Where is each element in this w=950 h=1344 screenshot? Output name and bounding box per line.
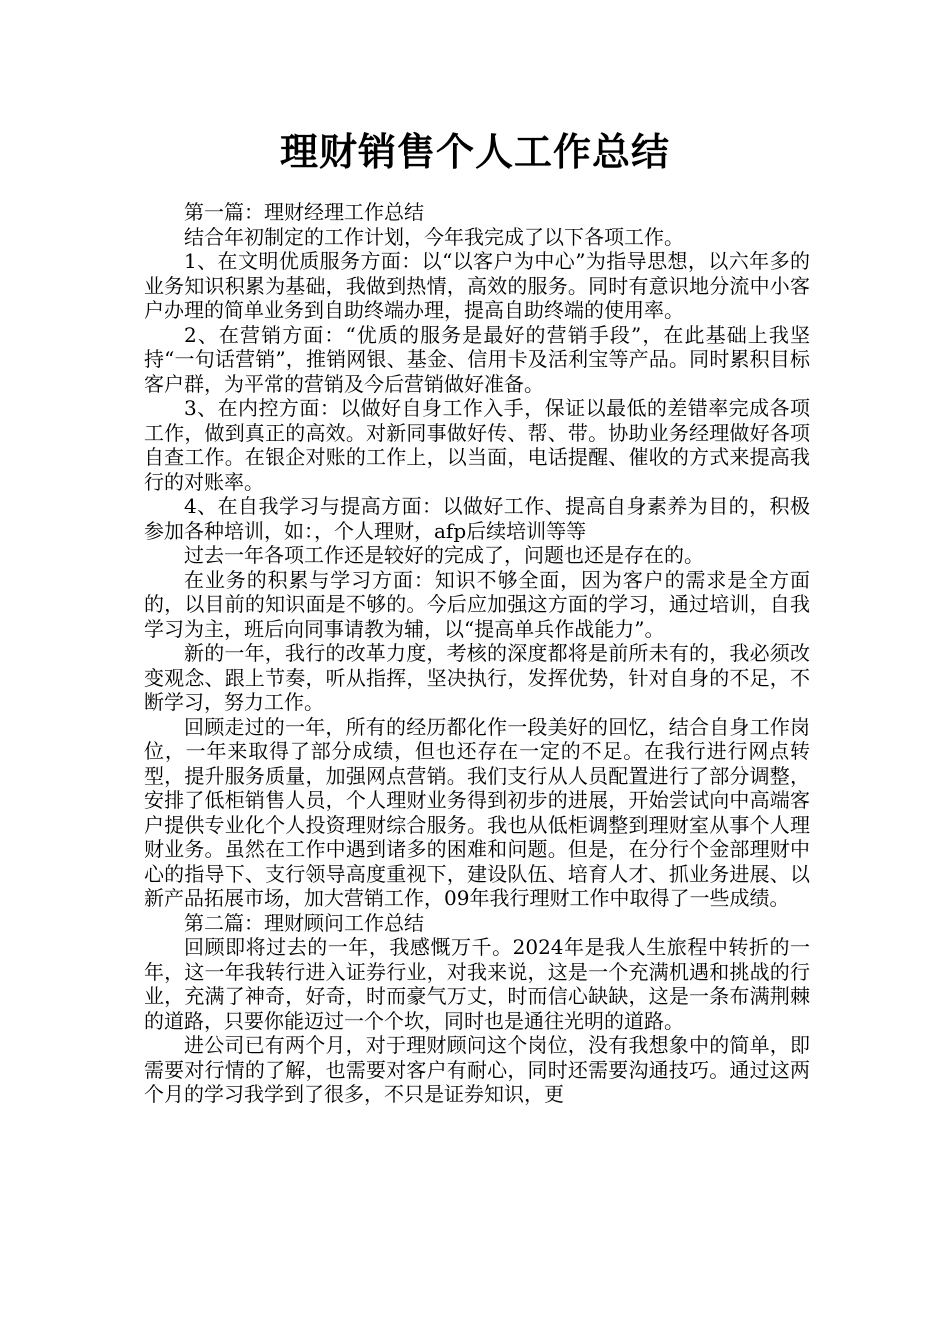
paragraph: 回顾即将过去的一年，我感慨万千。2024年是我人生旅程中转折的一年，这一年我转行进入证券行业，对我来说，这是一个充满机遇和挑战的行业，充满了神奇，好奇，时而豪气万丈，时而信心缺缺，这是一条布满荆棘的道路，只要你能迈过一个个坎，同时也是通往光明的道路。	[144, 935, 810, 1033]
document-title: 理财销售个人工作总结	[279, 130, 670, 174]
section-heading-2: 第二篇：理财顾问工作总结	[184, 910, 424, 935]
paragraph: 2、在营销方面：“优质的服务是最好的营销手段”，在此基础上我坚持“一句话营销”，推销网银、基金、信用卡及活利宝等产品。同时累积目标客户群，为平常的营销及今后营销做好准备。	[144, 322, 810, 396]
paragraph: 1、在文明优质服务方面：以“以客户为中心”为指导思想，以六年多的业务知识积累为基础，我做到热情，高效的服务。同时有意识地分流中小客户办理的简单业务到自助终端办理，提高自助终端的使用率。	[144, 249, 810, 322]
paragraph: 3、在内控方面：以做好自身工作入手，保证以最低的差错率完成各项工作，做到真正的高效。对新同事做好传、帮、带。协助业务经理做好各项自查工作。在银企对账的工作上，以当面，电话提醒、催收的方式来提高我行的对账率。	[144, 396, 810, 494]
document-body	[144, 200, 810, 1107]
paragraph: 新的一年，我行的改革力度，考核的深度都将是前所未有的，我必须改变观念、跟上节奏，听从指挥，坚决执行，发挥优势，针对自身的不足，不断学习，努力工作。	[144, 641, 810, 714]
paragraph: 在业务的积累与学习方面：知识不够全面，因为客户的需求是全方面的，以目前的知识面是不够的。今后应加强这方面的学习，通过培训，自我学习为主，班后向同事请教为辅，以“提高单兵作战能力”。	[144, 567, 810, 641]
paragraph: 进公司已有两个月，对于理财顾问这个岗位，没有我想象中的简单，即需要对行情的了解，也需要对客户有耐心，同时还需要沟通技巧。通过这两个月的学习我学到了很多，不只是证券知识，更	[144, 1033, 810, 1106]
paragraph: 过去一年各项工作还是较好的完成了，问题也还是存在的。	[184, 543, 704, 567]
paragraph: 结合年初制定的工作计划，今年我完成了以下各项工作。	[184, 224, 684, 249]
section-heading-1: 第一篇：理财经理工作总结	[184, 200, 424, 224]
paragraph: 4、在自我学习与提高方面：以做好工作、提高自身素养为目的，积极参加各种培训，如：，个人理财，afp后续培训等等	[144, 494, 810, 543]
paragraph: 回顾走过的一年，所有的经历都化作一段美好的回忆，结合自身工作岗位，一年来取得了部分成绩，但也还存在一定的不足。在我行进行网点转型，提升服务质量，加强网点营销。我们支行从人员配置进行了部分调整，安排了低柜销售人员，个人理财业务得到初步的进展，开始尝试向中高端客户提供专业化个人投资理财综合服务。我也从低柜调整到理财室从事个人理财业务。虽然在工作中遇到诸多的困难和问题。但是，在分行个金部理财中心的指导下、支行领导高度重视下，建设队伍、培育人才、抓业务进展、以新产品拓展市场，加大营销工作，09年我行理财工作中取得了一些成绩。	[144, 714, 810, 910]
